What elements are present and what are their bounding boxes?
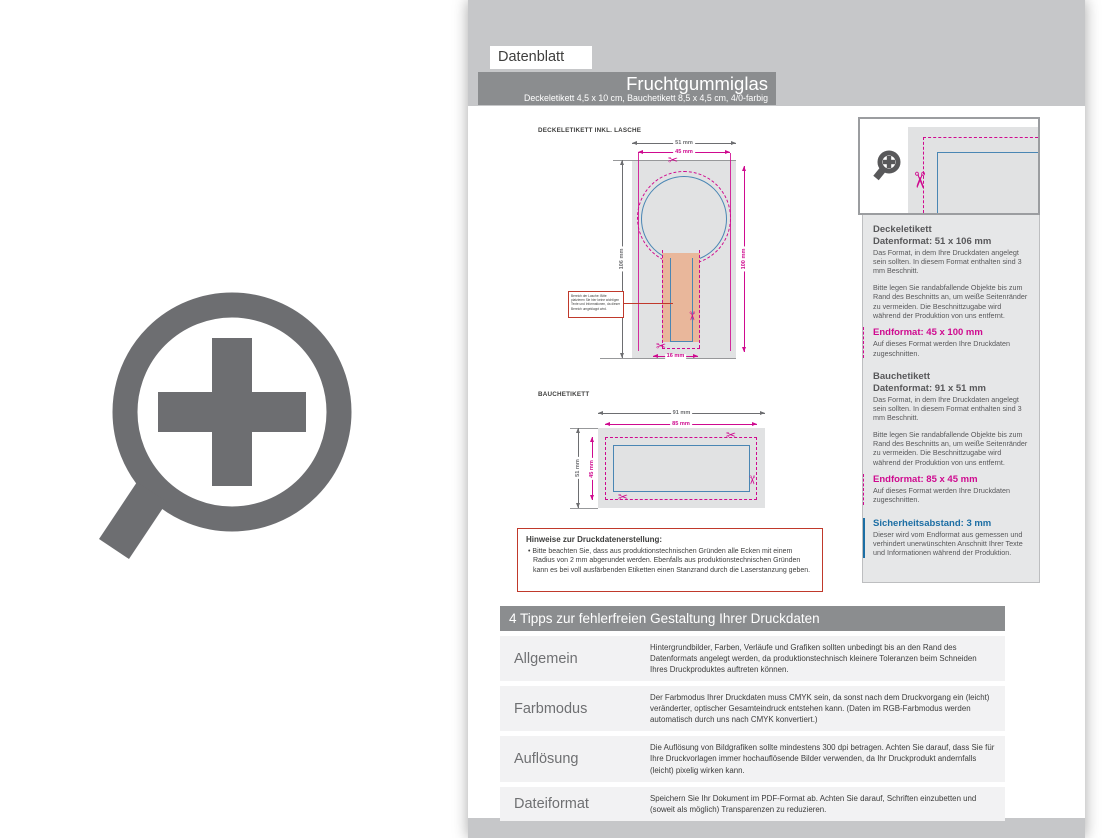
note-leader-line	[624, 303, 673, 304]
sicherheitsabstand-block	[863, 518, 1029, 558]
datasheet-page	[468, 0, 1085, 838]
scissors-icon: ✂	[907, 170, 933, 190]
section-heading: Deckeletikett	[873, 224, 932, 235]
datenformat-label: Datenformat: 51 x 106 mm	[873, 235, 992, 247]
dim-datenformat-width: 51 mm	[632, 143, 736, 144]
page-subtitle: Deckeletikett 4,5 x 10 cm, Bauchetikett 8,5 x 4,5 cm, 4/0-farbig	[524, 93, 768, 103]
scissors-icon: ✂	[726, 428, 737, 442]
datenformat-text: Das Format, in dem Ihre Druckdaten angelegt sein sollten. In diesem Format enthalten sind 3 mm Beschnitt.	[873, 394, 1022, 423]
tip-text: Speichern Sie Ihr Dokument im PDF-Format ab. Achten Sie darauf, Schriften einzubetten und (soweit als möglich) Transparenzen zu reduzieren.	[650, 793, 977, 814]
tip-label: Auflösung	[514, 750, 579, 767]
detail-zoom-box	[858, 117, 1040, 215]
tip-label: Allgemein	[514, 650, 578, 667]
dim-endformat-height: 100 mm	[744, 166, 745, 352]
dim-endformat-width: 45 mm	[638, 152, 730, 153]
dim-datenformat-height: 51 mm	[578, 428, 579, 508]
scissors-icon: ✂	[685, 310, 700, 322]
extension-line	[570, 428, 598, 429]
magnifier-plus-icon	[0, 0, 468, 838]
endformat-outline-neck	[670, 258, 693, 342]
endformat-text: Auf dieses Format werden Ihre Druckdaten zugeschnitten.	[873, 339, 1011, 358]
table-row	[500, 636, 1005, 681]
endformat-outline-rect	[613, 445, 750, 492]
datenformat-label: Datenformat: 91 x 51 mm	[873, 382, 986, 394]
endformat-block	[863, 474, 1029, 505]
endformat-block	[863, 327, 1029, 358]
dim-endformat-width: 85 mm	[605, 424, 757, 425]
hinweise-box	[517, 528, 823, 592]
table-row	[500, 736, 1005, 781]
tip-text: Der Farbmodus Ihrer Druckdaten muss CMYK sein, da sonst nach dem Druckvorgang ein (leicht) veränderter, optischer Gesamteindruck entstehen kann. (Daten im RGB-Farbmodus werden automatisch durch uns nach CMYK konvertiert.)	[650, 693, 990, 725]
table-row	[500, 686, 1005, 731]
dim-datenformat-width: 91 mm	[598, 413, 765, 414]
tips-header: 4 Tipps zur fehlerfreien Gestaltung Ihrer Druckdaten	[500, 606, 1005, 631]
scissors-icon: ✂	[656, 339, 667, 353]
detail-endformat-line-v	[937, 152, 938, 213]
diagram2-label: BAUCHETIKETT	[538, 391, 590, 398]
tips-table	[500, 636, 1005, 826]
section-heading: Bauchetikett	[873, 370, 931, 382]
datenformat-text: Das Format, in dem Ihre Druckdaten angelegt sein sollten. In diesem Format enthalten sind 3 mm Beschnitt.	[873, 247, 1022, 276]
sicherheitsabstand-text: Dieser wird vom Endformat aus gemessen und verhindert unerwünschten Anschnitt Ihrer Texte und Informationen während der Produktion.	[873, 529, 1023, 558]
bleed-text: Bitte legen Sie randabfallende Objekte bis zum Rand des Beschnitts an, um weiße Seitenränder zu vermeiden. Die Beschnittzugabe wird während der Produktion von uns entfernt.	[873, 429, 1028, 467]
detail-drawing-area	[908, 127, 1038, 213]
scissors-icon: ✂	[618, 490, 629, 504]
sicherheitsabstand-label: Sicherheitsabstand: 3 mm	[873, 517, 992, 529]
scissors-icon: ✂	[745, 474, 760, 486]
title-bar	[478, 72, 776, 105]
tip-text: Die Auflösung von Bildgrafiken sollte mindestens 300 dpi betragen. Achten Sie darauf, dass Sie für Ihre Druckvorlagen immer hochauflösende Bilder verwenden, da Ihr Druckprodukt andernfalls (leicht) pixelig wirken kann.	[650, 743, 995, 775]
tip-label: Farbmodus	[514, 700, 588, 717]
hinweise-title: Hinweise zur Druckdatenerstellung:	[526, 535, 663, 544]
bleed-outline-left	[662, 250, 663, 348]
table-row	[500, 787, 1005, 821]
extension-line	[730, 153, 731, 351]
endformat-label: Endformat: 45 x 100 mm	[873, 327, 983, 339]
bleed-outline-bottom	[662, 348, 700, 349]
lasche-note: Bereich der Lasche: Bitte platzieren Sie hier keine wichtigen Texte und Informationen, da dieser Bereich umgeklappt wird.	[568, 291, 624, 318]
scissors-icon: ✂	[668, 153, 679, 167]
page-title: Fruchtgummiglas	[626, 73, 768, 94]
bleed-text: Bitte legen Sie randabfallende Objekte bis zum Rand des Beschnitts an, um weiße Seitenränder zu vermeiden. Die Beschnittzugabe wird während der Produktion von uns entfernt.	[873, 282, 1028, 320]
extension-line	[638, 153, 639, 351]
magnifier-plus-icon	[872, 149, 904, 183]
endformat-label: Endformat: 85 x 45 mm	[873, 474, 978, 486]
diagram1-label: DECKELETIKETT INKL. LASCHE	[538, 127, 642, 134]
extension-line	[570, 508, 598, 509]
tip-label: Dateiformat	[514, 795, 589, 812]
hinweise-text: • Bitte beachten Sie, dass aus produktionstechnischen Gründen alle Ecken mit einem Radius von 2 mm abgerundet werden. Ebenfalls aus produktionstechnischen Gründen kann es bei voll ausfärbenden Etiketten einen Stanzrand durch die Laserstanzung geben.	[528, 548, 811, 574]
dim-datenformat-height: 106 mm	[622, 160, 623, 358]
bleed-outline-right	[699, 250, 700, 348]
dim-endformat-height: 45 mm	[592, 437, 593, 500]
format-description-panel	[862, 215, 1040, 583]
endformat-outline-circle	[641, 176, 727, 262]
tip-text: Hintergrundbilder, Farben, Verläufe und Grafiken sollten unbedingt bis an den Rand des Datenformats angelegt werden, da produktionstechnisch kleinere Toleranzen beim Schneiden Ihres Druckproduktes auftreten können.	[650, 643, 977, 675]
detail-bleed-line-h	[923, 137, 1038, 138]
detail-endformat-line-h	[937, 152, 1038, 153]
endformat-text: Auf dieses Format werden Ihre Druckdaten zugeschnitten.	[873, 486, 1011, 505]
datenblatt-tab: Datenblatt	[490, 46, 592, 69]
dim-lasche-width: 16 mm	[653, 356, 698, 357]
